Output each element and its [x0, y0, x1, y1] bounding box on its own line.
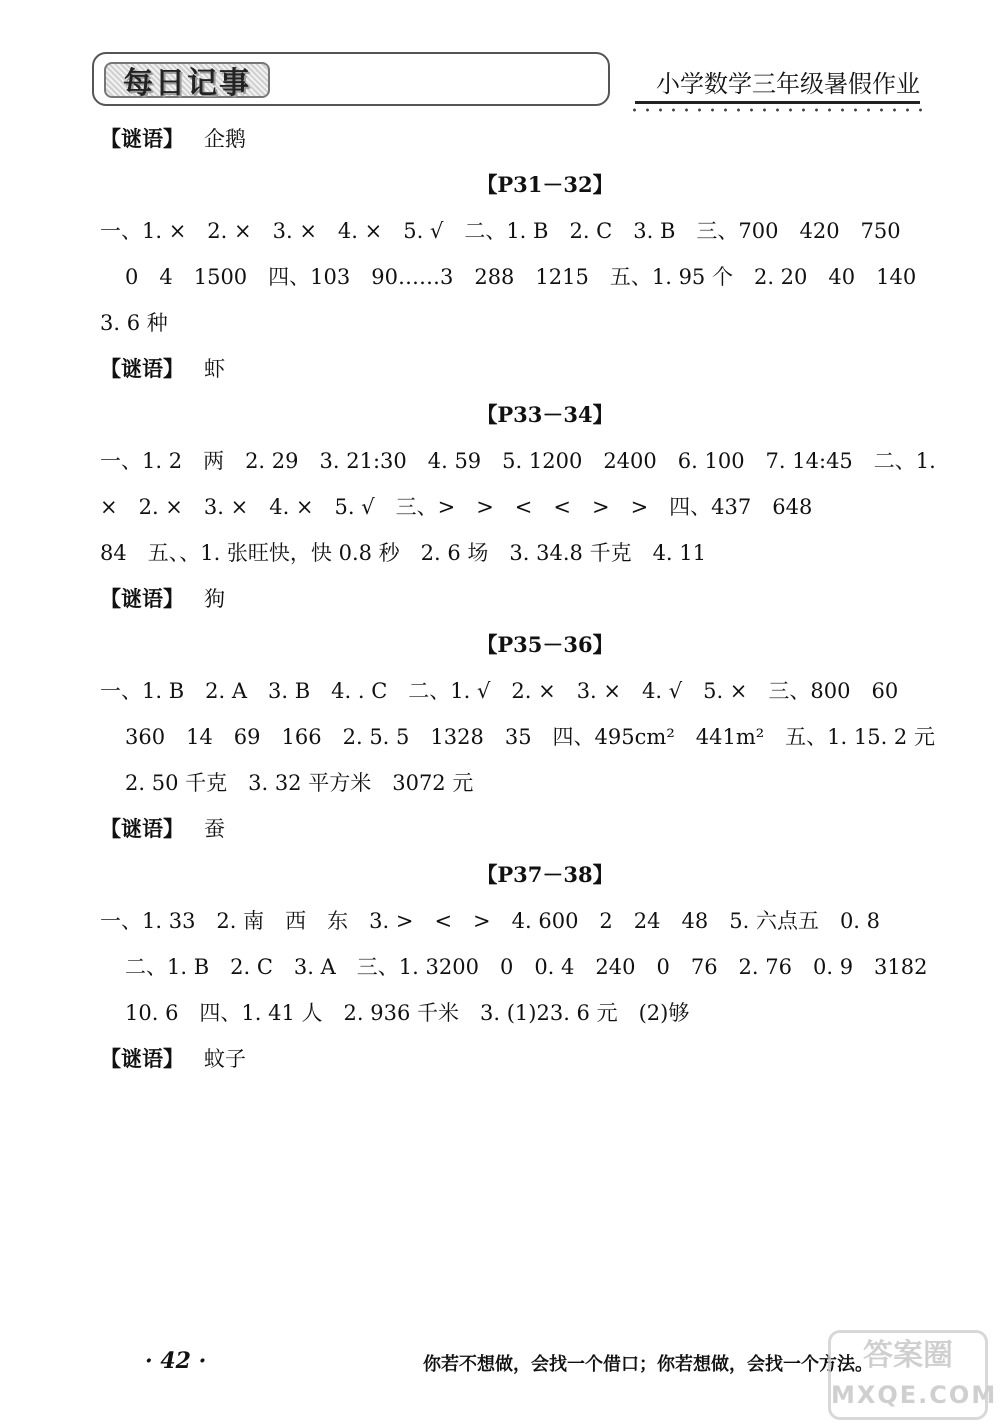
book-title: 小学数学三年级暑假作业: [635, 64, 920, 104]
riddle-answer: 蚊子: [204, 1047, 246, 1071]
riddle-label: 【谜语】: [100, 1047, 184, 1071]
section-heading: 【P33－34】: [476, 402, 614, 427]
section-heading: 【P37－38】: [476, 862, 614, 887]
section-heading: 【P35－36】: [476, 632, 614, 657]
answer-line: 360 14 69 166 2. 5. 5 1328 35 四、495cm² 441m² 五、1. 15. 2 元: [125, 725, 935, 749]
riddle-label: 【谜语】: [100, 587, 184, 611]
riddle-line: [100, 116, 930, 162]
riddle-line: [100, 806, 930, 852]
answer-line: 一、1. 2 两 2. 29 3. 21:30 4. 59 5. 1200 2400 6. 100 7. 14:45 二、1.: [100, 449, 936, 473]
answer-line: 一、1. × 2. × 3. × 4. × 5. √ 二、1. B 2. C 3. B 三、700 420 750: [100, 219, 901, 243]
watermark-logo: [828, 1330, 998, 1420]
answer-line: 0 4 1500 四、103 90……3 288 1215 五、1. 95 个 2. 20 40 140: [125, 265, 917, 289]
answer-line: × 2. × 3. × 4. × 5. √ 三、> > < < > > 四、437 648: [100, 495, 813, 519]
riddle-answer: 蚕: [204, 817, 225, 841]
riddle-answer: 虾: [204, 357, 225, 381]
answer-line: 10. 6 四、1. 41 人 2. 936 千米 3. (1)23. 6 元 (2)够: [125, 1001, 690, 1025]
dotted-rule: [628, 108, 923, 112]
header-badge-frame: [92, 52, 610, 106]
section-heading: 【P31－32】: [476, 172, 614, 197]
page-number: · 42 ·: [145, 1348, 207, 1374]
riddle-answer: 狗: [204, 587, 225, 611]
answer-line: 3. 6 种: [100, 311, 168, 335]
answer-line: 一、1. 33 2. 南 西 东 3. > < > 4. 600 2 24 48 5. 六点五 0. 8: [100, 909, 881, 933]
answer-line: 二、1. B 2. C 3. A 三、1. 3200 0 0. 4 240 0 76 2. 76 0. 9 3182: [125, 955, 928, 979]
header-badge-text: 每日记事: [123, 66, 251, 101]
riddle-line: [100, 576, 930, 622]
riddle-line: [100, 346, 930, 392]
riddle-answer: 企鹅: [204, 127, 246, 151]
answer-content: [100, 116, 936, 1082]
footer-motto: 你若不想做，会找一个借口；你若想做，会找一个方法。: [423, 1354, 873, 1375]
riddle-label: 【谜语】: [100, 357, 184, 381]
riddle-label: 【谜语】: [100, 817, 184, 841]
header-badge: [104, 62, 270, 101]
answer-line: 84 五、、1. 张旺快，快 0.8 秒 2. 6 场 3. 34.8 千克 4. 11: [100, 541, 707, 565]
riddle-line: [100, 1036, 930, 1082]
answer-line: 一、1. B 2. A 3. B 4. . C 二、1. √ 2. × 3. × 4. √ 5. × 三、800 60: [100, 679, 899, 703]
answer-line: 2. 50 千克 3. 32 平方米 3072 元: [125, 771, 474, 795]
watermark-text: 答案圈: [863, 1338, 953, 1373]
riddle-label: 【谜语】: [100, 127, 184, 151]
watermark-url: MXQE.COM: [831, 1381, 998, 1409]
